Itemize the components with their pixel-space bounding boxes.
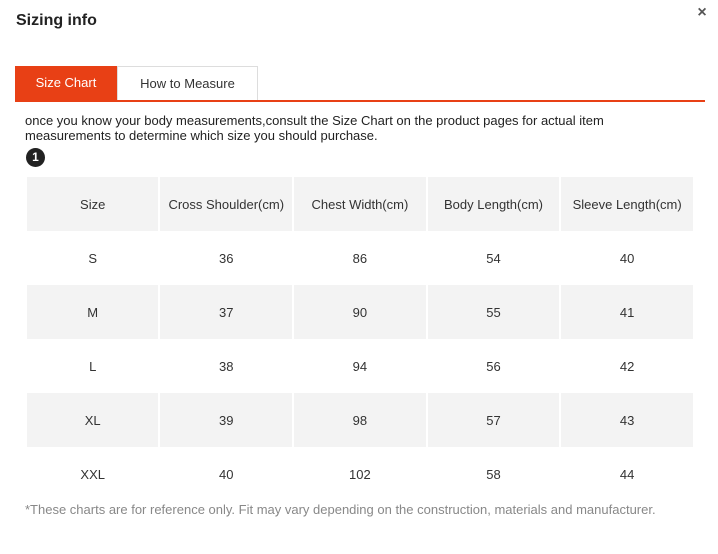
table-cell: 54 — [428, 231, 560, 285]
table-cell: 38 — [160, 339, 292, 393]
tab-bar — [15, 66, 705, 102]
size-chart-table — [25, 177, 695, 501]
table-row — [27, 285, 693, 339]
table-cell: 44 — [561, 447, 693, 501]
table-cell: 102 — [294, 447, 426, 501]
table-cell: 55 — [428, 285, 560, 339]
table-row — [27, 339, 693, 393]
table-cell: 42 — [561, 339, 693, 393]
tab-how-to-measure[interactable]: How to Measure — [117, 66, 258, 100]
table-cell: XXL — [27, 447, 158, 501]
column-header-sleeve-length: Sleeve Length(cm) — [561, 177, 693, 231]
table-cell: 43 — [561, 393, 693, 447]
table-cell: 86 — [294, 231, 426, 285]
tab-size-chart[interactable]: Size Chart — [15, 66, 117, 100]
table-cell: M — [27, 285, 158, 339]
table-row — [27, 447, 693, 501]
table-cell: 36 — [160, 231, 292, 285]
size-chart-description: once you know your body measurements,consult the Size Chart on the product pages for actual item measurements to determine which size you should purchase. — [25, 113, 604, 143]
table-row — [27, 231, 693, 285]
table-cell: 56 — [428, 339, 560, 393]
table-cell: 94 — [294, 339, 426, 393]
table-cell: 37 — [160, 285, 292, 339]
table-cell: 39 — [160, 393, 292, 447]
table-header-row — [27, 177, 693, 231]
table-cell: 40 — [160, 447, 292, 501]
table-cell: 40 — [561, 231, 693, 285]
column-header-cross-shoulder: Cross Shoulder(cm) — [160, 177, 292, 231]
table-cell: 98 — [294, 393, 426, 447]
column-header-chest-width: Chest Width(cm) — [294, 177, 426, 231]
table-cell: 57 — [428, 393, 560, 447]
column-header-size: Size — [27, 177, 158, 231]
step-number-badge: 1 — [26, 148, 45, 167]
table-cell: 58 — [428, 447, 560, 501]
column-header-body-length: Body Length(cm) — [428, 177, 560, 231]
table-cell: 90 — [294, 285, 426, 339]
table-cell: 41 — [561, 285, 693, 339]
reference-footnote: *These charts are for reference only. Fit may vary depending on the construction, materials and manufacturer. — [25, 502, 656, 517]
table-cell: L — [27, 339, 158, 393]
close-icon[interactable]: × — [697, 4, 707, 21]
dialog-title: Sizing info — [16, 12, 97, 29]
table-cell: S — [27, 231, 158, 285]
table-row — [27, 393, 693, 447]
table-cell: XL — [27, 393, 158, 447]
